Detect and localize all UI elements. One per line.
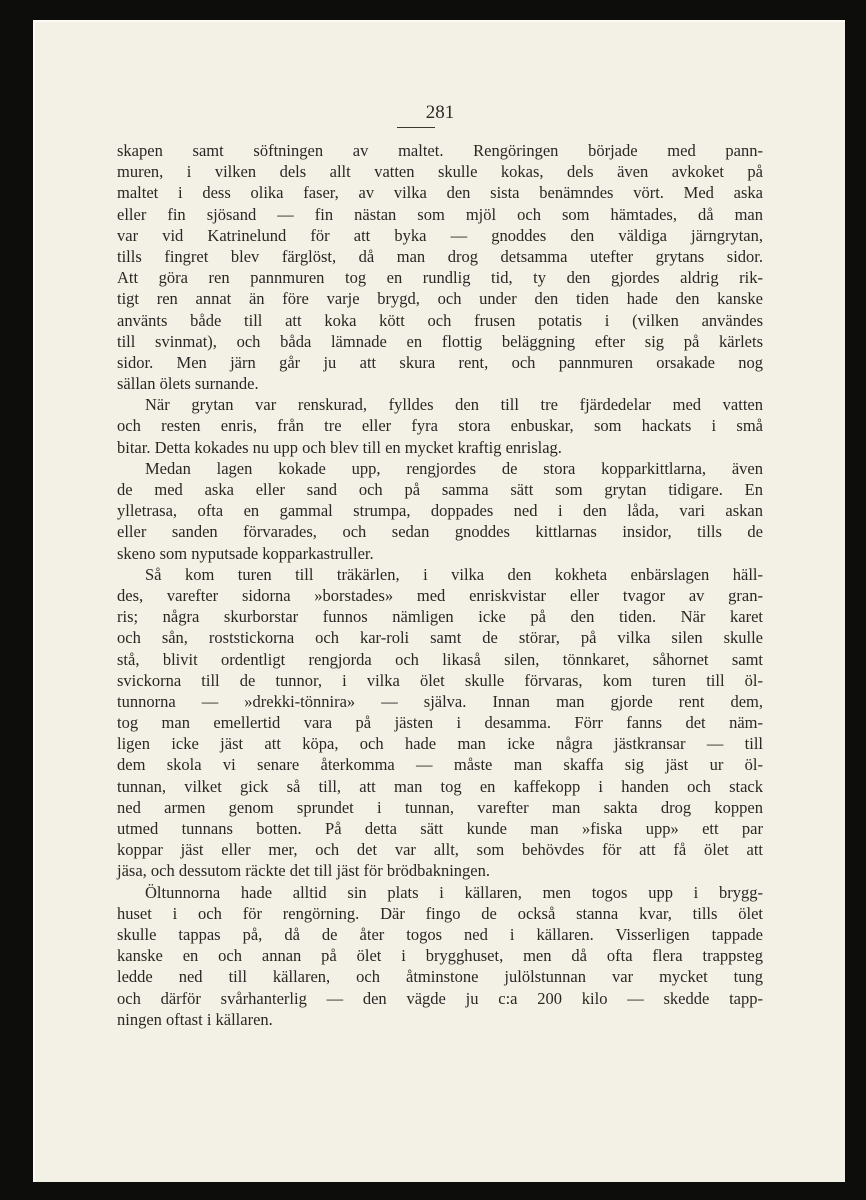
- text-line: Medan lagen kokade upp, rengjordes de stora kopparkittlarna, även: [145, 458, 763, 478]
- text-line: eller sanden förvarades, och sedan gnoddes kittlarnas insidor, tills de: [117, 522, 763, 542]
- text-line: de med aska eller sand och på samma sätt som grytan tidigare. En: [117, 480, 763, 499]
- text-line: tunnorna — »drekki-tönnira» — själva. Innan man gjorde rent dem,: [117, 691, 763, 711]
- text-line: När grytan var renskurad, fylldes den till tre fjärdedelar med vatten: [145, 395, 763, 415]
- text-line: sidor. Men järn går ju att skura rent, och pannmuren orsakade nog: [117, 352, 763, 372]
- text-line: kanske en och annan på ölet i brygghuset, men då ofta flera trappsteg: [117, 946, 763, 966]
- text-line: och resten enris, från tre eller fyra stora enbuskar, som hackats i små: [117, 416, 763, 436]
- text-line: tigt ren annat än före varje brygd, och under den tiden hade den kanske: [117, 289, 763, 309]
- text-line: till svinmat), och båda lämnade en flottig beläggning efter sig på kärlets: [117, 331, 763, 351]
- text-line: huset i och för rengörning. Där fingo de också stanna kvar, tills ölet: [117, 903, 763, 923]
- page-number: 281: [425, 102, 455, 123]
- text-line: ningen oftast i källaren.: [117, 1009, 273, 1029]
- text-line: eller fin sjösand — fin nästan som mjöl och som hämtades, då man: [117, 204, 763, 224]
- text-line: tills fingret blev färglöst, då man drog detsamma utefter grytans sidor.: [117, 246, 763, 266]
- book-page: [33, 20, 845, 1182]
- text-line: jäsa, och dessutom räckte det till jäst för brödbakningen.: [117, 861, 490, 881]
- text-line: bitar. Detta kokades nu upp och blev till en mycket kraftig enrislag.: [117, 437, 562, 457]
- text-line: var vid Katrinelund för att byka — gnoddes den väldiga järngrytan,: [117, 225, 763, 245]
- text-line: utmed tunnans botten. På detta sätt kunde man »fiska upp» ett par: [117, 819, 763, 838]
- text-line: ned armen genom sprundet i tunnan, varefter man sakta drog koppen: [117, 797, 763, 817]
- text-line: tog man emellertid vara på jästen i desamma. Förr fanns det näm-: [117, 713, 763, 733]
- text-line: maltet i dess olika faser, av vilka den sista benämndes vört. Med aska: [117, 183, 763, 203]
- text-line: ligen icke jäst att köpa, och hade man icke några jästkransar — till: [117, 734, 763, 754]
- text-line: och därför svårhanterlig — den vägde ju c:a 200 kilo — skedde tapp-: [117, 988, 763, 1008]
- text-line: muren, i vilken dels allt vatten skulle kokas, dels även avkoket på: [117, 162, 763, 182]
- page-number-rule: [397, 127, 435, 128]
- text-line: använts både till att koka kött och frusen potatis i (vilken användes: [117, 310, 763, 330]
- body-text: [117, 140, 763, 1030]
- text-line: skeno som nyputsade kopparkastruller.: [117, 543, 374, 563]
- text-line: Att göra ren pannmuren tog en rundlig tid, ty den gjordes aldrig rik-: [117, 268, 763, 288]
- text-line: tunnan, vilket gick så till, att man tog en kaffekopp i handen och stack: [117, 776, 763, 796]
- text-line: ledde ned till källaren, och åtminstone julölstunnan var mycket tung: [117, 967, 763, 987]
- text-line: ylletrasa, ofta en gammal strumpa, doppades ned i den låda, vari askan: [117, 501, 763, 521]
- text-line: svickorna till de tunnor, i vilka ölet skulle förvaras, kom turen till öl-: [117, 670, 763, 690]
- text-line: och sån, roststickorna och kar-roli samt de störar, på vilka silen skulle: [117, 628, 763, 648]
- text-line: koppar jäst eller mer, och det var allt, som behövdes för att få ölet att: [117, 840, 763, 860]
- text-line: stå, blivit ordentligt rengjorda och likaså silen, tönnkaret, såhornet samt: [117, 649, 763, 669]
- text-line: skapen samt söftningen av maltet. Rengöringen började med pann-: [117, 141, 763, 160]
- text-line: skulle tappas på, då de åter togos ned i källaren. Visserligen tappade: [117, 924, 763, 944]
- text-line: sällan ölets surnande.: [117, 374, 259, 394]
- text-line: dem skola vi senare återkomma — måste man skaffa sig jäst ur öl-: [117, 755, 763, 775]
- text-line: des, varefter sidorna »borstades» med enriskvistar eller tvagor av gran-: [117, 585, 763, 605]
- text-line: Öltunnorna hade alltid sin plats i källaren, men togos upp i brygg-: [145, 882, 763, 902]
- text-line: Så kom turen till träkärlen, i vilka den kokheta enbärslagen häll-: [145, 564, 763, 584]
- text-line: ris; några skurborstar funnos nämligen icke på den tiden. När karet: [117, 607, 763, 627]
